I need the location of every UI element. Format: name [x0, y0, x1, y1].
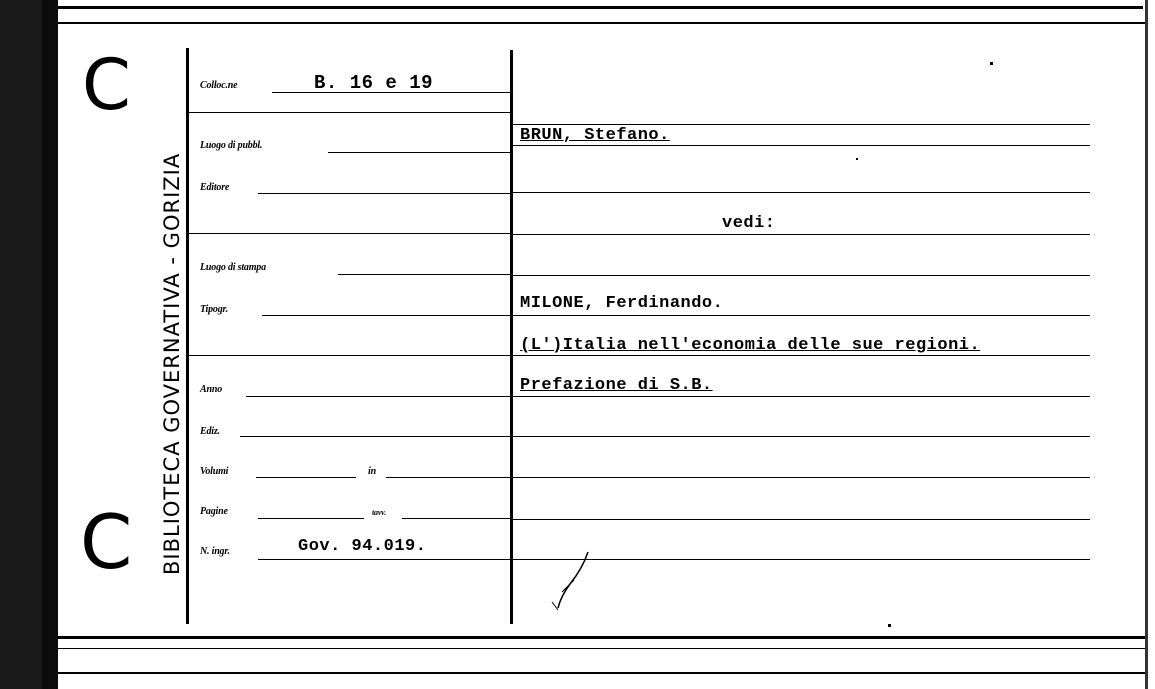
pagine-label: Pagine [200, 506, 228, 517]
speck [856, 158, 858, 160]
bottom-border-line [58, 636, 1148, 639]
center-column-divider [510, 50, 513, 624]
ref-author: MILONE, Ferdinando. [520, 294, 724, 313]
luogo-pubbl-label: Luogo di pubbl. [200, 140, 263, 151]
collocazione-value: B. 16 e 19 [314, 72, 434, 94]
top-border-line-2 [58, 22, 1148, 24]
in-label: in [368, 466, 376, 477]
institution-stamp: BIBLIOTECA GOVERNATIVA - GORIZIA [160, 152, 184, 575]
ref-note: Prefazione di S.B. [520, 376, 713, 395]
right-rule-6 [513, 315, 1090, 316]
right-rule-4 [513, 234, 1090, 235]
top-border-line [58, 6, 1143, 9]
speck [990, 62, 993, 65]
right-rule-5 [513, 275, 1090, 276]
right-rule-2 [513, 145, 1090, 146]
collocazione-label: Colloc.ne [200, 80, 238, 91]
luogo-stampa-line [338, 274, 510, 275]
card-left-edge-inner [42, 0, 58, 689]
editore-line [258, 193, 510, 194]
left-rule-3 [189, 355, 510, 356]
speck [1145, 0, 1148, 689]
vedi-text: vedi: [722, 214, 776, 233]
tipogr-label: Tipogr. [200, 304, 228, 315]
tipogr-line [262, 315, 510, 316]
n-ingr-value: Gov. 94.019. [298, 537, 427, 556]
volumi-label: Volumi [200, 466, 229, 477]
heading-author: BRUN, Stefano. [520, 126, 670, 145]
right-rule-9 [513, 436, 1090, 437]
right-rule-11 [513, 519, 1090, 520]
ring-hole-top-icon: C [82, 44, 131, 126]
anno-label: Anno [200, 384, 222, 395]
anno-line [246, 396, 510, 397]
luogo-pubbl-line [328, 152, 510, 153]
tavv-label: tavv. [372, 508, 387, 517]
bottom-border-line-2 [58, 648, 1148, 649]
left-rule-2 [189, 233, 510, 234]
right-rule-3 [513, 192, 1090, 193]
ediz-line [240, 436, 510, 437]
in-line [386, 477, 510, 478]
right-rule-1 [513, 124, 1090, 125]
right-rule-10 [513, 477, 1090, 478]
right-rule-7 [513, 355, 1090, 356]
pagine-line [258, 518, 364, 519]
pencil-mark-icon [548, 550, 598, 615]
left-column-divider [186, 48, 189, 624]
card-left-edge [0, 0, 42, 689]
tavv-line [402, 518, 510, 519]
right-rule-8 [513, 396, 1090, 397]
left-rule-1 [189, 112, 510, 113]
right-rule-12 [513, 559, 1090, 560]
speck [888, 624, 891, 627]
editore-label: Editore [200, 182, 230, 193]
n-ingr-label: N. ingr. [200, 546, 230, 557]
luogo-stampa-label: Luogo di stampa [200, 262, 266, 273]
volumi-line [256, 477, 356, 478]
ring-hole-bottom-icon: C [80, 498, 133, 586]
ediz-label: Ediz. [200, 426, 220, 437]
ref-title: (L')Italia nell'economia delle sue regioni. [520, 336, 981, 355]
n-ingr-line [258, 559, 510, 560]
bottom-border-line-3 [58, 672, 1148, 674]
